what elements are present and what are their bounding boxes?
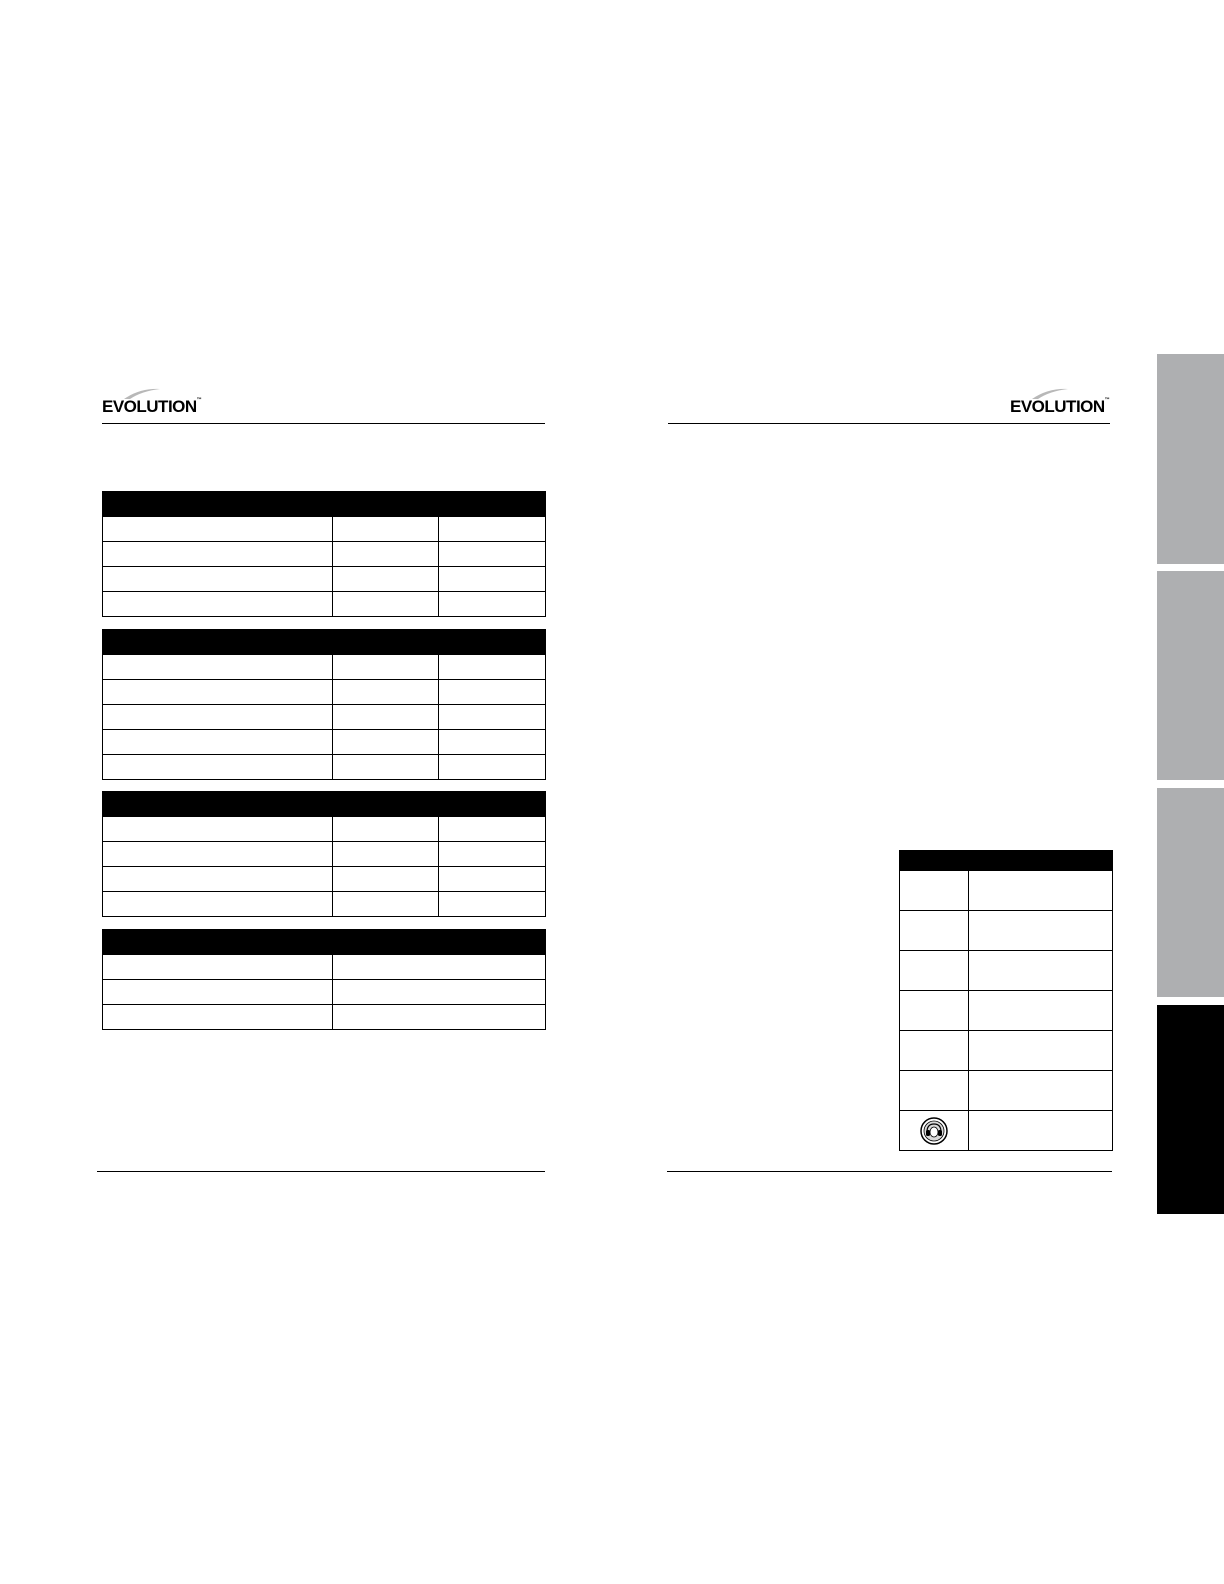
logo-text: EVOLUTION <box>102 397 197 416</box>
table-row <box>103 592 546 617</box>
table-header <box>103 930 546 955</box>
evolution-logo <box>1010 386 1120 418</box>
section-tab-3[interactable] <box>1157 788 1224 997</box>
table-header <box>103 630 546 655</box>
spec-table-1 <box>102 491 546 617</box>
right-page <box>612 0 1224 1584</box>
table-row <box>103 817 546 842</box>
logo-trademark: ™ <box>196 397 202 403</box>
table-row <box>103 705 546 730</box>
logo-text: EVOLUTION <box>1010 397 1105 416</box>
table-row <box>103 842 546 867</box>
section-tab-4-active[interactable] <box>1157 1005 1224 1214</box>
table-row <box>900 1071 1113 1111</box>
header-rule <box>668 423 1110 424</box>
table-row <box>103 655 546 680</box>
table-row <box>103 980 546 1005</box>
symbol-table <box>899 850 1113 1151</box>
section-tab-1[interactable] <box>1157 354 1224 564</box>
table-header <box>900 851 1113 871</box>
ear-protection-icon <box>919 1116 949 1146</box>
logo-trademark: ™ <box>1104 397 1110 403</box>
table-row <box>900 1031 1113 1071</box>
table-row <box>900 1111 1113 1151</box>
footer-rule <box>667 1171 1112 1172</box>
table-header <box>103 792 546 817</box>
section-tab-2[interactable] <box>1157 571 1224 780</box>
table-row <box>103 1005 546 1030</box>
table-row <box>103 892 546 917</box>
table-row <box>103 755 546 780</box>
spec-table-2 <box>102 629 546 780</box>
table-row <box>103 517 546 542</box>
table-row <box>103 730 546 755</box>
logo-wordmark <box>1010 397 1109 417</box>
table-row <box>900 911 1113 951</box>
table-row <box>900 871 1113 911</box>
table-row <box>103 867 546 892</box>
header-rule <box>102 423 545 424</box>
table-row <box>103 567 546 592</box>
table-row <box>103 542 546 567</box>
logo-wordmark <box>102 397 201 417</box>
table-row <box>103 955 546 980</box>
table-row <box>103 680 546 705</box>
evolution-logo <box>102 386 212 418</box>
footer-rule <box>97 1171 545 1172</box>
table-header <box>103 492 546 517</box>
spec-table-4 <box>102 929 546 1030</box>
table-row <box>900 991 1113 1031</box>
table-row <box>900 951 1113 991</box>
spec-table-3 <box>102 791 546 917</box>
